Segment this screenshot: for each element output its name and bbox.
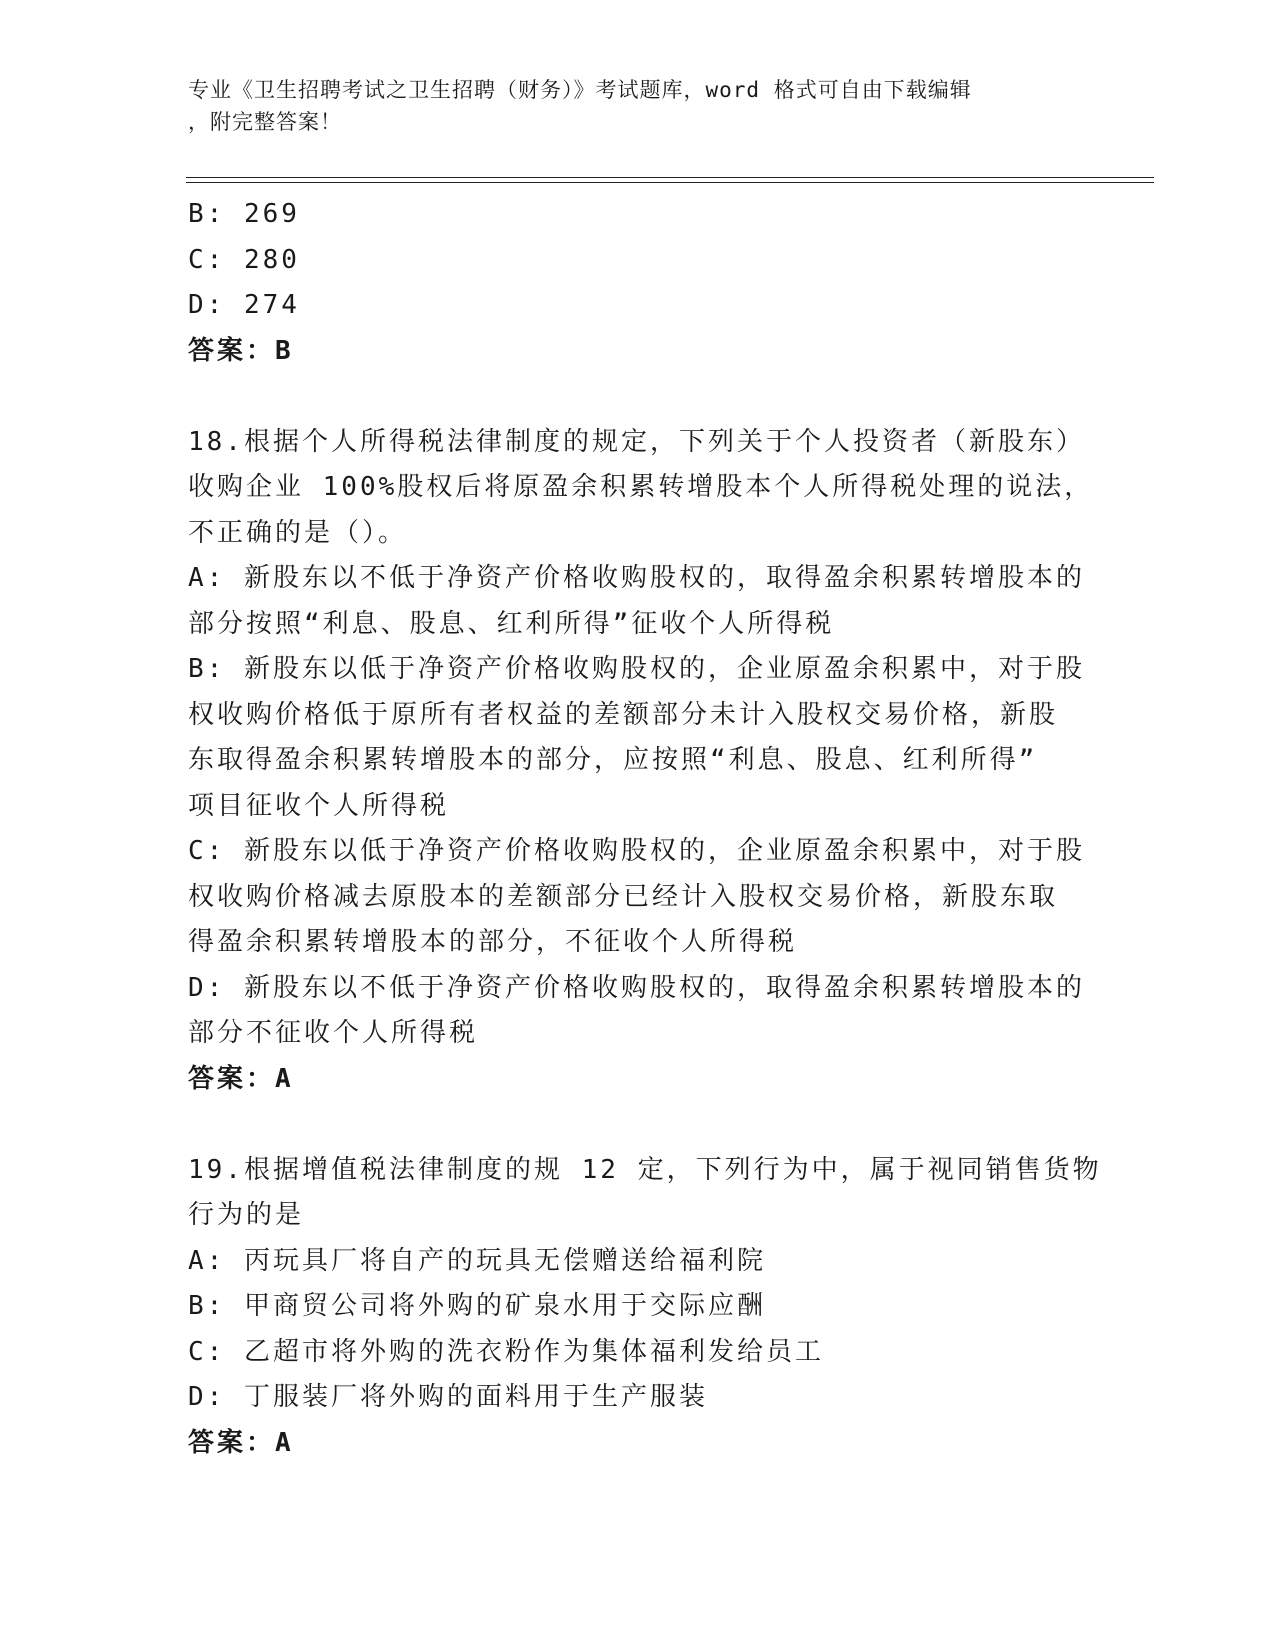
spacer bbox=[188, 374, 1088, 420]
q18-option-c: C: 新股东以低于净资产价格收购股权的，企业原盈余积累中，对于股 bbox=[188, 836, 1085, 866]
question-19-text: 行为的是 bbox=[188, 1200, 305, 1230]
q19-option-d: D: 丁服装厂将外购的面料用于生产服装 bbox=[188, 1382, 708, 1412]
question-19-text: 19.根据增值税法律制度的规 12 定，下列行为中，属于视同销售货物 bbox=[188, 1154, 1102, 1185]
q18-option-a: 部分按照“利息、股息、红利所得”征收个人所得税 bbox=[188, 608, 835, 639]
q18-option-a: A: 新股东以不低于净资产价格收购股权的，取得盈余积累转增股本的 bbox=[188, 563, 1085, 593]
q18-option-b: B: 新股东以低于净资产价格收购股权的，企业原盈余积累中，对于股 bbox=[188, 654, 1085, 684]
q18-option-d: D: 新股东以不低于净资产价格收购股权的，取得盈余积累转增股本的 bbox=[188, 972, 1085, 1003]
question-18-text: 收购企业 100%股权后将原盈余积累转增股本个人所得税处理的说法， bbox=[188, 472, 1094, 502]
header-divider-bottom bbox=[186, 182, 1154, 183]
question-18-text: 18.根据个人所得税法律制度的规定，下列关于个人投资者（新股东） bbox=[188, 426, 1085, 457]
answer-label: 答案：A bbox=[188, 1063, 294, 1094]
q18-option-c: 权收购价格减去原股本的差额部分已经计入股权交易价格，新股东取 bbox=[188, 881, 1059, 912]
q19-option-a: A: 丙玩具厂将自产的玩具无偿赠送给福利院 bbox=[188, 1245, 766, 1276]
question-18-text: 不正确的是（）。 bbox=[188, 517, 408, 548]
q18-option-b: 项目征收个人所得税 bbox=[188, 790, 450, 821]
q19-option-c: C: 乙超市将外购的洗衣粉作为集体福利发给员工 bbox=[188, 1336, 824, 1367]
option-b: B: 269 bbox=[188, 199, 300, 229]
q18-option-c: 得盈余积累转增股本的部分，不征收个人所得税 bbox=[188, 927, 798, 957]
option-d: D: 274 bbox=[188, 290, 300, 320]
option-c: C: 280 bbox=[188, 244, 300, 275]
spacer bbox=[188, 1102, 1088, 1148]
answer-label: 答案：A bbox=[188, 1427, 294, 1458]
q18-option-b: 权收购价格低于原所有者权益的差额部分未计入股权交易价格，新股 bbox=[188, 699, 1059, 730]
q18-option-d: 部分不征收个人所得税 bbox=[188, 1018, 479, 1048]
header-line: 专业《卫生招聘考试之卫生招聘（财务）》考试题库，word 格式可自由下载编辑 bbox=[188, 78, 972, 102]
header-divider-top bbox=[186, 177, 1154, 178]
question-content bbox=[188, 192, 1102, 1466]
q18-option-b: 东取得盈余积累转增股本的部分，应按照“利息、股息、红利所得” bbox=[188, 745, 1038, 775]
header-line: ，附完整答案！ bbox=[188, 110, 342, 134]
q19-option-b: B: 甲商贸公司将外购的矿泉水用于交际应酬 bbox=[188, 1291, 766, 1321]
document-header bbox=[188, 74, 1068, 138]
answer-label: 答案：B bbox=[188, 335, 294, 366]
